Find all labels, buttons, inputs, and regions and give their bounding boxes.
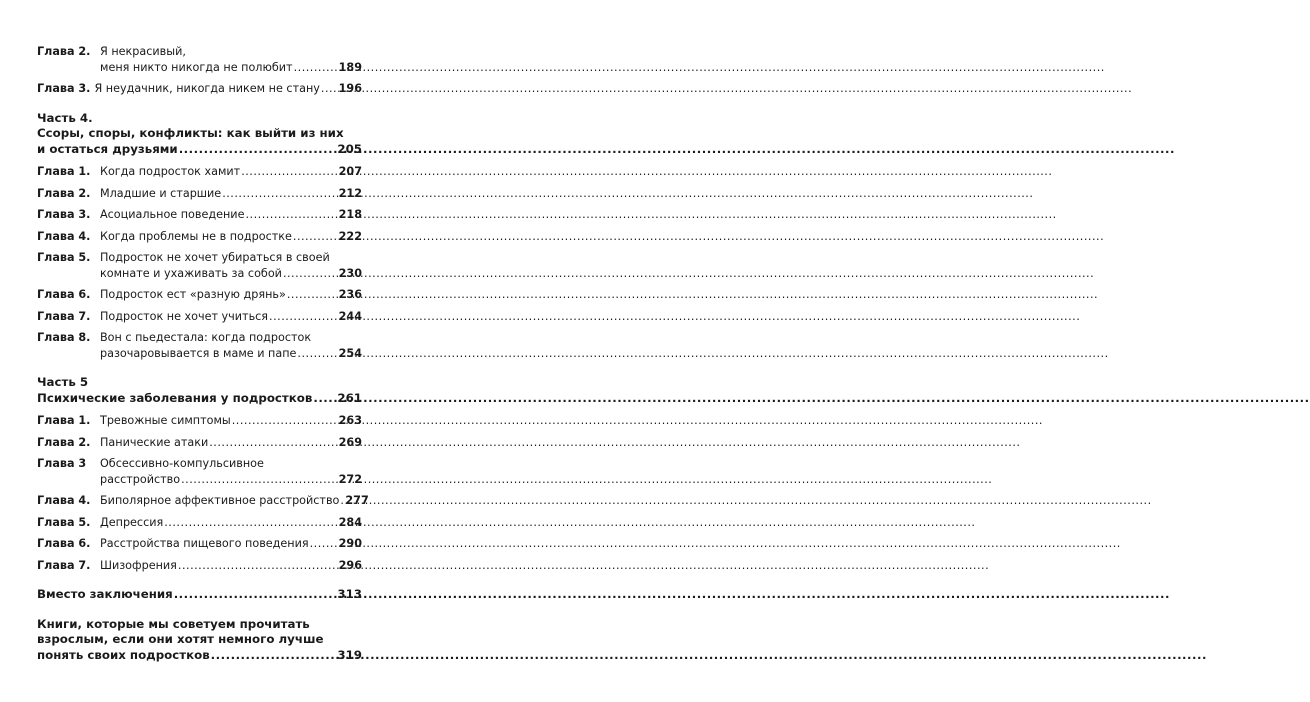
page-number: 277 [345,494,369,507]
chapter-label: Глава 6. [37,288,91,301]
page-number: 296 [338,558,362,572]
chapter-title-line: разочаровывается в маме и папе [100,346,297,360]
toc-entry-ch3-prev [37,81,362,97]
page-number: 236 [338,288,362,301]
conclusion-title: Вместо заключения [37,587,173,601]
page-number: 261 [337,390,362,405]
page-number: 272 [338,472,362,486]
chapter-label: Глава 3. [37,82,91,95]
part-label: Часть 4. [37,110,93,125]
page-number: 319 [337,647,362,662]
leader-dots [164,515,337,531]
chapter-label: Глава 1. [37,414,91,427]
toc-entry [37,435,362,451]
part-4-heading [37,111,362,158]
page-number: 196 [338,82,362,95]
toc-entry [37,456,362,487]
leader-dots [297,346,337,362]
table-of-contents [37,44,369,670]
books-title-line: понять своих подростков [37,647,210,662]
toc-entry [37,207,362,223]
leader-dots [321,81,338,97]
chapter-label: Глава 4. [37,494,91,507]
page-number: 207 [338,165,362,178]
toc-entry [37,229,362,245]
part-title-line: Психические заболевания у подростков [37,390,313,405]
conclusion-entry [37,587,362,603]
chapter-label: Глава 2. [37,45,91,58]
page-number: 189 [338,60,362,74]
part-title-line: и остаться друзьями [37,141,178,156]
chapter-label: Глава 7. [37,309,91,323]
toc-entry [37,164,362,180]
page-number: 212 [338,186,362,200]
leader-dots [222,186,337,202]
page-number: 218 [338,208,362,221]
page-number: 269 [338,435,362,449]
leader-dots [179,142,337,158]
leader-dots [293,229,338,245]
leader-dots [310,536,338,552]
toc-entry [37,493,369,509]
chapter-label: Глава 5. [37,515,91,529]
toc-entry [37,536,362,552]
chapter-title-line: Обсессивно-компульсивное [100,457,264,470]
page-number: 254 [338,346,362,360]
chapter-title-line: Шизофрения [100,558,177,572]
leader-dots [294,60,338,76]
page-number: 263 [338,414,362,427]
toc-entry [37,515,362,531]
chapter-label: Глава 3. [37,208,91,221]
chapter-title-line: Подросток ест «разную дрянь» [100,288,286,301]
chapter-label: Глава 1. [37,165,91,178]
books-title-line: Книги, которые мы советуем прочитать [37,616,310,631]
chapter-title-line: меня никто никогда не полюбит [100,60,293,74]
toc-entry [37,330,362,361]
leader-dots [241,164,337,180]
leader-dots [287,287,338,303]
chapter-title-line: комнате и ухаживать за собой [100,266,282,280]
toc-entry-ch2-prev [37,44,362,75]
toc-entry [37,250,362,281]
leader-dots [209,435,337,451]
leader-dots [232,413,338,429]
chapter-label: Глава 8. [37,331,91,344]
leader-dots [245,207,337,223]
toc-entry [37,287,362,303]
chapter-title-line: Младшие и старшие [100,186,222,200]
page-number: 244 [338,309,362,323]
chapter-title-line: Тревожные симптомы [100,414,231,427]
chapter-title-line: Асоциальное поведение [100,208,245,221]
chapter-label: Глава 2. [37,435,91,449]
chapter-label: Глава 6. [37,537,91,550]
toc-entry [37,186,362,202]
chapter-title-line: Подросток не хочет учиться [100,309,269,323]
page-number: 290 [338,537,362,550]
leader-dots [178,558,338,574]
part-5-heading [37,375,362,406]
page-number: 230 [338,266,362,280]
page-number: 205 [337,141,362,156]
chapter-label: Глава 5. [37,251,91,264]
page-number: 313 [337,587,362,601]
toc-entry [37,413,362,429]
books-title-line: взрослым, если они хотят немного лучше [37,632,324,646]
leader-dots [340,493,344,509]
leader-dots [313,391,336,407]
chapter-title-line: Биполярное аффективное расстройство [100,494,340,507]
chapter-title-line: Я неудачник, никогда никем не стану [94,82,320,95]
chapter-title-line: Расстройства пищевого поведения [100,537,309,550]
part-label: Часть 5 [37,375,89,389]
chapter-title-line: Вон с пьедестала: когда подросток [100,331,312,344]
chapter-title-line: Подросток не хочет убираться в своей [100,251,330,264]
page-number: 222 [338,229,362,243]
page-number: 284 [338,515,362,529]
chapter-title-line: Депрессия [100,515,164,529]
chapter-title-line: Когда проблемы не в подростке [100,229,292,243]
leader-dots [211,648,337,664]
chapter-label: Глава 4. [37,229,91,243]
leader-dots [181,472,338,488]
part-title-line: Ссоры, споры, конфликты: как выйти из них [37,126,344,140]
toc-entry [37,309,362,325]
leader-dots [283,266,338,282]
toc-entry [37,558,362,574]
chapter-title-line: расстройство [100,472,181,486]
chapter-title-line: Когда подросток хамит [100,165,241,178]
chapter-label: Глава 7. [37,558,91,572]
chapter-label: Глава 3 [37,457,87,470]
chapter-label: Глава 2. [37,186,91,200]
chapter-title-line: Я некрасивый, [100,45,186,58]
books-entry [37,617,362,664]
leader-dots [174,587,337,603]
leader-dots [269,309,338,325]
chapter-title-line: Панические атаки [100,435,209,449]
